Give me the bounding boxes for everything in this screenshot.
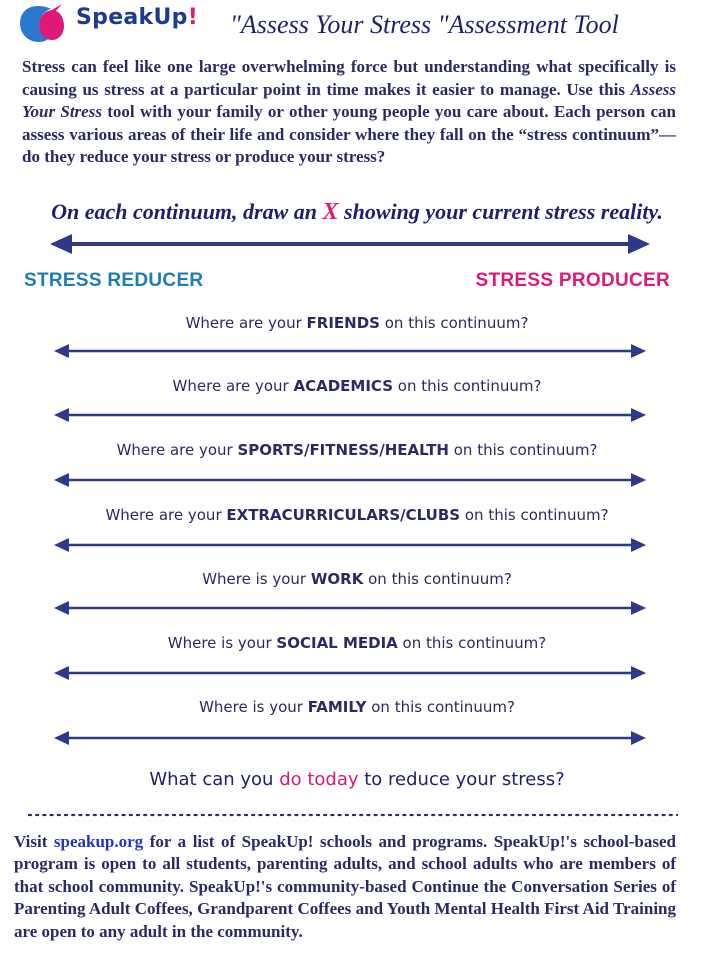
question-suffix: on this continuum?: [366, 698, 515, 716]
intro-paragraph: [22, 56, 676, 169]
question-prefix: Where are your: [172, 377, 294, 395]
speakup-logo-icon: [18, 2, 66, 44]
header: [18, 0, 708, 50]
tool-name: Assess Your Stress: [22, 79, 676, 121]
instruction-after: showing your current stress reality.: [338, 199, 663, 224]
continuum-arrow-family[interactable]: [54, 730, 646, 746]
main-continuum-arrow: [50, 232, 650, 256]
brand-name: [76, 5, 198, 30]
instruction: [0, 199, 714, 226]
page-title: "Assess Your Stress "Assessment Tool: [230, 10, 619, 39]
intro-text-1: Stress can feel like one large overwhelming force but understanding what specifically is causing us stress at a particular point in time makes it easier to manage. Use this: [22, 57, 676, 99]
question-prefix: Where are your: [116, 441, 238, 459]
instruction-before: On each continuum, draw an: [51, 199, 323, 224]
closing-before: What can you: [149, 769, 280, 790]
stress-reducer-label: STRESS REDUCER: [24, 270, 204, 291]
brand-name-mark: !: [187, 5, 199, 30]
speakup-link[interactable]: speakup.org: [53, 832, 144, 851]
question-topic: SOCIAL MEDIA: [276, 634, 398, 652]
closing-highlight: do today: [279, 769, 359, 790]
question-work: [0, 570, 714, 588]
question-prefix: Where is your: [199, 698, 308, 716]
question-topic: FAMILY: [307, 698, 367, 716]
question-prefix: Where is your: [202, 570, 311, 588]
continuum-arrow-sports-fitness-health[interactable]: [54, 472, 646, 488]
question-suffix: on this continuum?: [393, 377, 542, 395]
brand-name-text: SpeakUp: [76, 5, 188, 30]
question-academics: [0, 377, 714, 395]
question-sports-fitness-health: [0, 441, 714, 459]
dotted-divider: [28, 811, 678, 819]
continuum-arrow-academics[interactable]: [54, 407, 646, 423]
footer-before: Visit: [14, 832, 54, 851]
question-topic: FRIENDS: [306, 314, 380, 332]
question-suffix: on this continuum?: [379, 314, 529, 332]
question-topic: WORK: [310, 570, 364, 588]
question-prefix: Where is your: [167, 634, 277, 652]
continuum-arrow-friends[interactable]: [54, 343, 646, 359]
stress-producer-label: STRESS PRODUCER: [475, 270, 670, 291]
question-topic: EXTRACURRICULARS/CLUBS: [226, 506, 461, 524]
closing-question: [0, 769, 714, 790]
continuum-arrow-work[interactable]: [54, 600, 646, 616]
question-suffix: on this continuum?: [363, 570, 512, 588]
continuum-arrow-social-media[interactable]: [54, 665, 646, 681]
question-friends: [0, 314, 714, 332]
closing-after: to reduce your stress?: [358, 769, 565, 790]
question-extracurriculars-clubs: [0, 506, 714, 524]
footer-paragraph: [14, 831, 676, 943]
question-prefix: Where are your: [105, 506, 227, 524]
footer-after: for a list of SpeakUp! schools and programs. SpeakUp!'s school-based program is open to all students, parenting adults, and school adults who are members of that school community. SpeakUp!'s community-based Continue the Conversation Series of Parenting Adult Coffees, Grandparent Coffees and Youth Mental Health First Aid Training are open to any adult in the community.: [14, 832, 676, 941]
continuum-arrow-extracurriculars-clubs[interactable]: [54, 537, 646, 553]
question-family: [0, 698, 714, 716]
question-prefix: Where are your: [185, 314, 307, 332]
question-topic: ACADEMICS: [293, 377, 394, 395]
question-suffix: on this continuum?: [397, 634, 547, 652]
instruction-x-mark: X: [322, 199, 339, 225]
intro-text-2: tool with your family or other young people you care about. Each person can assess various areas of their life and consider where they fall on the “stress continuum”—do they reduce your stress or produce your stress?: [22, 102, 677, 166]
question-social-media: [0, 634, 714, 652]
question-suffix: on this continuum?: [448, 441, 598, 459]
question-suffix: on this continuum?: [460, 506, 609, 524]
question-topic: SPORTS/FITNESS/HEALTH: [237, 441, 449, 459]
